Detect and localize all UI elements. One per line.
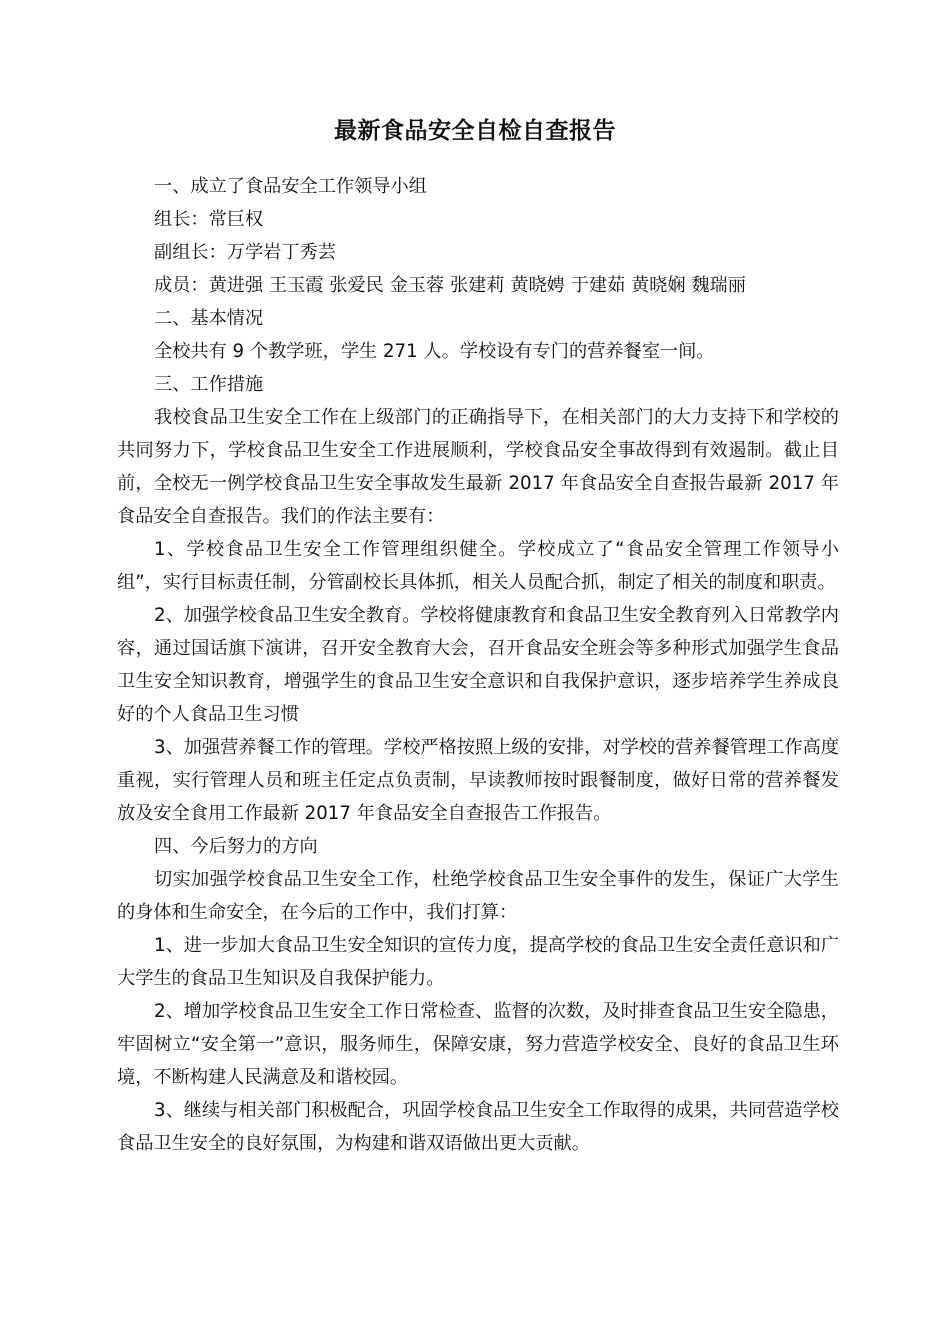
section-heading-4: 四、今后努力的方向 — [154, 836, 318, 857]
document-body — [117, 170, 839, 1160]
measure-item-1: 1、学校食品卫生安全工作管理组织健全。学校成立了“食品安全管理工作领导小组”，实行目标责任制，分管副校长具体抓，相关人员配合抓，制定了相关的制度和职责。 — [117, 539, 839, 593]
document-title: 最新食品安全自检自查报告 — [334, 118, 616, 144]
members-line: 成员：黄进强 王玉霞 张爱民 金玉蓉 张建莉 黄晓娉 于建茹 黄晓娴 魏瑞丽 — [154, 275, 746, 296]
measure-item-3: 3、加强营养餐工作的管理。学校严格按照上级的安排，对学校的营养餐管理工作高度重视，实行管理人员和班主任定点负责制，早读教师按时跟餐制度，做好日常的营养餐发放及安全食用工作最新 2017 年食品安全自查报告工作报告。 — [117, 737, 839, 824]
section-heading-1: 一、成立了食品安全工作领导小组 — [154, 176, 427, 197]
basic-info-paragraph: 全校共有 9 个教学班，学生 271 人。学校设有专门的营养餐室一间。 — [154, 341, 715, 362]
future-item-2: 2、增加学校食品卫生安全工作日常检查、监督的次数，及时排查食品卫生安全隐患，牢固树立“安全第一”意识，服务师生，保障安康，努力营造学校安全、良好的食品卫生环境，不断构建人民满意及和谐校园。 — [117, 1001, 839, 1088]
future-item-1: 1、进一步加大食品卫生安全知识的宣传力度，提高学校的食品卫生安全责任意识和广大学生的食品卫生知识及自我保护能力。 — [117, 935, 839, 989]
future-item-3: 3、继续与相关部门积极配合，巩固学校食品卫生安全工作取得的成果，共同营造学校食品卫生安全的良好氛围，为构建和谐双语做出更大贡献。 — [117, 1100, 839, 1154]
leader-line: 组长：常巨权 — [154, 209, 264, 230]
measure-item-2: 2、加强学校食品卫生安全教育。学校将健康教育和食品卫生安全教育列入日常教学内容，通过国话旗下演讲，召开安全教育大会，召开食品安全班会等多种形式加强学生食品卫生安全知识教育，增强学生的食品卫生安全意识和自我保护意识，逐步培养学生养成良好的个人食品卫生习惯 — [117, 605, 839, 725]
section-heading-2: 二、基本情况 — [154, 308, 264, 329]
measures-intro-paragraph: 我校食品卫生安全工作在上级部门的正确指导下，在相关部门的大力支持下和学校的共同努力下，学校食品卫生安全工作进展顺利，学校食品安全事故得到有效遏制。截止目前，全校无一例学校食品卫生安全事故发生最新 2017 年食品安全自查报告最新 2017 年食品安全自查报告。我们的作法主要有： — [117, 407, 839, 527]
future-intro-paragraph: 切实加强学校食品卫生安全工作，杜绝学校食品卫生安全事件的发生，保证广大学生的身体和生命安全，在今后的工作中，我们打算： — [117, 869, 839, 923]
deputy-leader-line: 副组长：万学岩丁秀芸 — [154, 242, 336, 263]
section-heading-3: 三、工作措施 — [154, 374, 264, 395]
